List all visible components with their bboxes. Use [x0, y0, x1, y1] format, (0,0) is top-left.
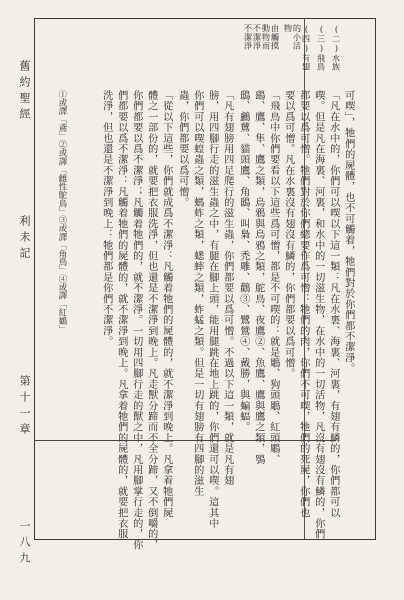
body-column: 都要以爲可憎。牠們對於你們總要作爲可憎：牠們的肉，你們不可喫，牠們的死屍，你們也	[297, 90, 309, 518]
side-heading-insects-3: 物	[283, 24, 294, 33]
body-column: 「飛鳥中你們要看以下這些爲可憎，都是不可喫的：就是鵰、狗頭鵰、紅頭鵰、	[267, 90, 279, 465]
side-heading-touch-3: 不潔淨	[252, 24, 263, 51]
body-column: 「凡有翅膀用四足爬行的滋生蟲，你們都要以爲可憎。不過以下這一類，就是凡有翅	[221, 90, 233, 486]
body-column: 蟲，你們都要以爲可憎。	[176, 90, 188, 208]
side-heading-touch-2: 動物而	[261, 24, 272, 51]
body-column: 「凡在水中的，你們可以喫以下這一類：凡在水裏、海裏、河裏，有翅有鱗的，你們都可以	[327, 90, 339, 518]
side-heading-touch-4: 不潔淨	[243, 24, 254, 51]
body-column: 喫。但是凡在海裏、河裏，和水中的一切滋生物，在水中的一切活物，凡沒有翅沒有鱗的，你們	[312, 90, 324, 540]
body-column: 洗淨，但也還是不潔淨到晚上：牠們都是你們不潔淨。	[100, 90, 112, 347]
side-heading-insects-2: 的小活	[292, 24, 303, 51]
body-column: 可喫」，牠們的屍體，也不可觸着，牠們對於你們都不潔淨。	[342, 90, 354, 374]
footnote-divider	[34, 440, 336, 441]
side-heading-birds: (三)飛鳥	[316, 24, 327, 72]
body-column: 「從以下這些，你們就成爲不潔淨：凡觸着牠們的屍體的，就不潔淨到晚上。凡拿着牠們屍	[160, 90, 172, 518]
book-part: 利未記	[18, 215, 31, 263]
footnote: ①或譯「鳶」②或譯「雌性鴕鳥」③或譯「角鳥」④或譯「紅鶴」	[58, 90, 68, 334]
body-column: 你們都要以爲不潔淨；凡觸着牠們的，就不潔淨。一切用四腳行走的獸之中，凡用腳掌行走的，你	[130, 90, 142, 551]
body-column: 膀，用四腳行走的滋生蟲之中，有腿在腳上頭，能用腿跳在地上跳的，你們還可以喫。這其中	[206, 90, 218, 529]
body-column: 鴟、鸕鶿、貓頭鷹、角鴟、叫梟、禿雕、鸛③、鷺鷥④、戴勝，與蝙蝠。	[237, 90, 249, 433]
body-column: 要以爲可憎。凡在水裏沒有翅沒有鱗的，你們都要以爲可憎。	[282, 90, 294, 379]
chapter-label: 第十一章	[18, 375, 31, 439]
book-title: 舊約聖經	[18, 60, 31, 124]
body-column: 鷂、鷹、隼、鷹之類，烏鴉與烏鴉之類，鴕鳥、夜鷹②、魚鷹、鷹與鷹之類，鴞	[252, 90, 264, 465]
side-heading-water: (二)水族	[331, 24, 342, 72]
side-heading-touch-1: 由觸摸	[270, 24, 281, 51]
body-column: 你們可以喫蝗蟲之類，螞蚱之類，蟋蟀之類，蚱蜢之類。但是一切有翅膀有四腳的滋生	[191, 90, 203, 497]
body-column: 體之一部份的，就要把衣服洗淨，但也還是不潔淨到晚上。凡走獸分蹄而不全分蹄，又不倒嚼的，	[145, 90, 157, 551]
side-heading-insects-1: (四)有翅	[301, 24, 312, 72]
page-number: 一八九	[18, 520, 31, 568]
body-column: 們都要以爲不潔淨：凡觸着牠們的屍體的，就不潔淨到晚上。凡拿着牠們的屍體的，就要把衣服	[115, 90, 127, 540]
